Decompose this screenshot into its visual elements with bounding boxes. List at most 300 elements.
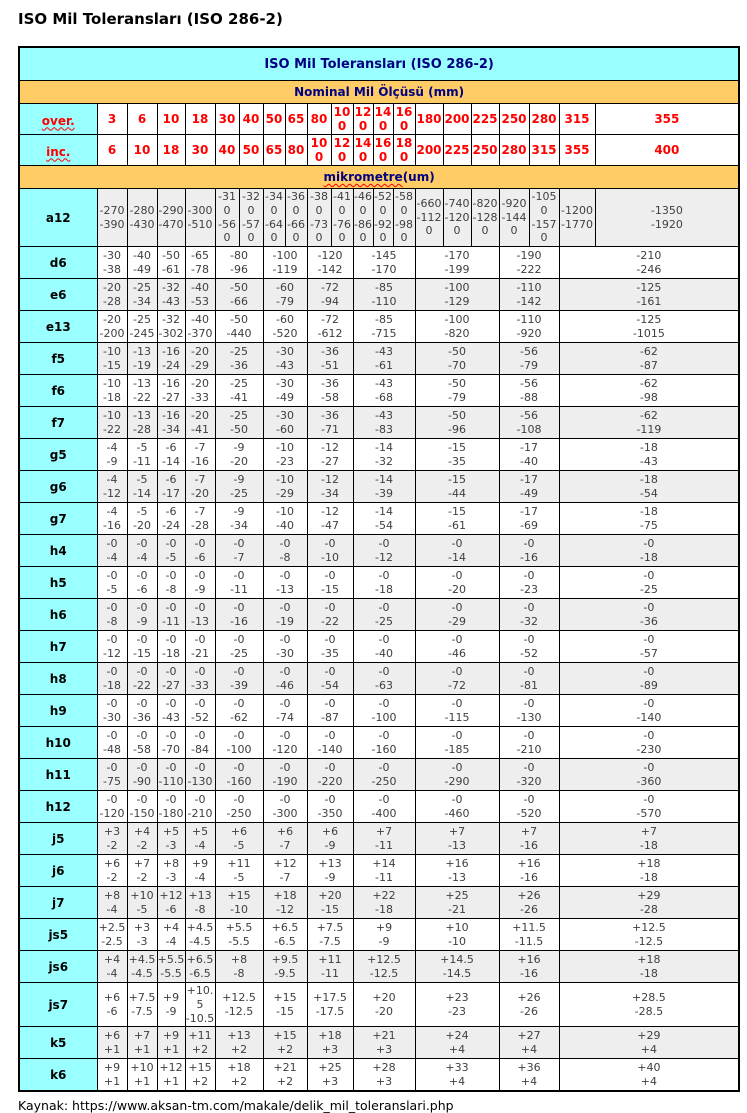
tolerance-cell — [215, 759, 263, 791]
tolerance-cell — [215, 727, 263, 759]
upper-deviation: +12.5 — [222, 990, 256, 1004]
tolerance-cell — [353, 471, 415, 503]
size-over-value: 355 — [595, 104, 739, 135]
lower-deviation: -39 — [375, 486, 393, 500]
tolerance-cell — [157, 951, 185, 983]
upper-deviation: +7 — [133, 1029, 151, 1042]
upper-deviation: -40 — [133, 248, 151, 262]
size-over-value: 315 — [559, 104, 595, 135]
lower-deviation: -34 — [321, 486, 339, 500]
upper-deviation: -520 — [374, 190, 392, 217]
upper-deviation: -50 — [448, 344, 466, 358]
upper-deviation: -0 — [378, 728, 390, 742]
row-label: h4 — [19, 535, 97, 567]
upper-deviation: +7 — [133, 856, 151, 870]
upper-deviation: -0 — [194, 632, 206, 646]
upper-deviation: +25 — [445, 888, 469, 902]
lower-deviation: -69 — [520, 518, 538, 532]
tolerance-cell — [215, 189, 239, 247]
lower-deviation: -24 — [162, 358, 180, 372]
lower-deviation: -17.5 — [315, 1004, 345, 1018]
lower-deviation: -129 — [444, 294, 470, 308]
upper-deviation: -5 — [136, 440, 148, 454]
upper-deviation: -0 — [378, 600, 390, 614]
lower-deviation: -94 — [321, 294, 339, 308]
lower-deviation: -96 — [230, 262, 248, 276]
tolerance-cell — [185, 407, 215, 439]
upper-deviation: -920 — [501, 196, 527, 210]
upper-deviation: -0 — [378, 536, 390, 550]
tolerance-cell — [157, 631, 185, 663]
lower-deviation: -23 — [520, 582, 538, 596]
tolerance-row-e13 — [19, 311, 739, 343]
tolerance-cell — [185, 1027, 215, 1059]
lower-deviation: -12 — [276, 902, 294, 916]
upper-deviation: +15 — [188, 1061, 212, 1074]
upper-deviation: -13 — [133, 376, 151, 390]
upper-deviation: -0 — [106, 600, 118, 614]
tolerance-cell — [215, 823, 263, 855]
lower-deviation: -245 — [129, 326, 155, 340]
lower-deviation: -26 — [520, 1004, 538, 1018]
tolerance-cell — [263, 503, 307, 535]
tolerance-cell — [263, 535, 307, 567]
lower-deviation: -302 — [158, 326, 184, 340]
upper-deviation: -10 — [103, 408, 121, 422]
upper-deviation: +12 — [159, 1061, 183, 1074]
upper-deviation: -80 — [230, 248, 248, 262]
lower-deviation: -58 — [321, 390, 339, 404]
row-label: h11 — [19, 759, 97, 791]
tolerance-cell — [127, 535, 157, 567]
lower-deviation: -47 — [321, 518, 339, 532]
lower-deviation: -62 — [230, 710, 248, 724]
tolerance-cell — [185, 887, 215, 919]
upper-deviation: +4 — [133, 824, 151, 838]
upper-deviation: +18 — [637, 952, 661, 966]
table-title: ISO Mil Toleransları (ISO 286-2) — [19, 47, 739, 81]
tolerance-cell — [415, 823, 499, 855]
lower-deviation: -28.5 — [634, 1004, 664, 1018]
tolerance-cell — [499, 311, 559, 343]
upper-deviation: -0 — [136, 760, 148, 774]
upper-deviation: +7 — [640, 824, 657, 838]
upper-deviation: -1050 — [531, 190, 557, 217]
upper-deviation: -14 — [375, 504, 393, 518]
tolerance-cell — [353, 189, 373, 247]
lower-deviation: -15 — [276, 1004, 294, 1018]
lower-deviation: -510 — [187, 217, 213, 231]
lower-deviation: -2 — [136, 870, 148, 884]
upper-deviation: -0 — [324, 600, 336, 614]
tolerance-cell — [97, 279, 127, 311]
upper-deviation: -30 — [276, 344, 294, 358]
tolerance-cell — [499, 279, 559, 311]
upper-deviation: -0 — [378, 792, 390, 806]
upper-deviation: -100 — [444, 312, 470, 326]
lower-deviation: -23 — [448, 1004, 466, 1018]
lower-deviation: -63 — [375, 678, 393, 692]
upper-deviation: -10 — [276, 504, 294, 518]
tolerance-cell — [157, 503, 185, 535]
tolerance-row-j7 — [19, 887, 739, 919]
row-label: d6 — [19, 247, 97, 279]
size-inc-value: 225 — [443, 135, 471, 166]
tolerance-cell — [353, 599, 415, 631]
lower-deviation: -7.5 — [131, 1004, 153, 1018]
tolerance-cell — [559, 311, 739, 343]
upper-deviation: -12 — [321, 440, 339, 454]
size-over-value: 10 — [157, 104, 185, 135]
upper-deviation: -18 — [639, 504, 658, 518]
size-over-value: 250 — [499, 104, 529, 135]
lower-deviation: -570 — [242, 217, 260, 245]
lower-deviation: -320 — [516, 774, 542, 788]
upper-deviation: +6 — [103, 990, 121, 1004]
lower-deviation: -520 — [272, 326, 298, 340]
lower-deviation: +2 — [230, 1074, 248, 1088]
tolerance-cell — [263, 919, 307, 951]
lower-deviation: -25 — [230, 486, 248, 500]
upper-deviation: -7 — [194, 472, 206, 486]
upper-deviation: -10 — [276, 472, 294, 486]
tolerance-cell — [559, 189, 595, 247]
upper-deviation: -20 — [103, 312, 121, 326]
size-over-value: 50 — [263, 104, 285, 135]
lower-deviation: -90 — [133, 774, 151, 788]
tolerance-cell — [157, 823, 185, 855]
tolerance-cell — [215, 343, 263, 375]
lower-deviation: -4 — [106, 902, 118, 916]
tolerance-cell — [97, 311, 127, 343]
lower-deviation: -9 — [324, 870, 336, 884]
lower-deviation: -11 — [375, 870, 393, 884]
lower-deviation: -33 — [191, 390, 209, 404]
row-label: j7 — [19, 887, 97, 919]
tolerance-cell — [353, 631, 415, 663]
tolerance-cell — [415, 439, 499, 471]
lower-deviation: -190 — [272, 774, 298, 788]
upper-deviation: -0 — [643, 568, 655, 582]
lower-deviation: -61 — [162, 262, 180, 276]
lower-deviation: -250 — [371, 774, 397, 788]
row-label: e13 — [19, 311, 97, 343]
upper-deviation: -0 — [233, 536, 245, 550]
tolerance-cell — [529, 189, 559, 247]
upper-deviation: +3 — [133, 920, 151, 934]
tolerance-cell — [185, 823, 215, 855]
upper-deviation: -0 — [279, 696, 291, 710]
table-title-row — [19, 47, 739, 81]
tolerance-cell — [559, 1027, 739, 1059]
upper-deviation: -0 — [165, 728, 177, 742]
upper-deviation: -20 — [191, 376, 209, 390]
size-inc-value: 200 — [415, 135, 443, 166]
tolerance-cell — [157, 279, 185, 311]
tolerance-cell — [97, 535, 127, 567]
upper-deviation: -0 — [136, 600, 148, 614]
upper-deviation: -72 — [321, 312, 339, 326]
lower-deviation: -98 — [639, 390, 658, 404]
tolerance-cell — [263, 1027, 307, 1059]
lower-deviation: -120 — [99, 806, 125, 820]
lower-deviation: -9 — [106, 454, 118, 468]
tolerance-cell — [215, 1059, 263, 1092]
lower-deviation: -15 — [103, 358, 121, 372]
upper-deviation: -1200 — [561, 203, 593, 217]
upper-deviation: -50 — [230, 312, 248, 326]
lower-deviation: -440 — [226, 326, 252, 340]
lower-deviation: -14 — [162, 454, 180, 468]
tolerance-cell — [307, 727, 353, 759]
upper-deviation: -5 — [136, 472, 148, 486]
over-label-text: over. — [41, 113, 75, 128]
lower-deviation: -140 — [636, 710, 662, 724]
lower-deviation: -18 — [639, 838, 658, 852]
lower-deviation: -25 — [639, 582, 658, 596]
lower-deviation: -22 — [103, 422, 121, 436]
size-over-value: 80 — [307, 104, 331, 135]
lower-deviation: +3 — [375, 1042, 393, 1056]
upper-deviation: -0 — [378, 760, 390, 774]
upper-deviation: +4 — [162, 920, 180, 934]
tolerance-cell — [307, 375, 353, 407]
tolerance-cell — [127, 759, 157, 791]
row-label: g7 — [19, 503, 97, 535]
tolerance-cell — [353, 279, 415, 311]
tolerance-cell — [595, 189, 739, 247]
tolerance-cell — [559, 439, 739, 471]
lower-deviation: -14 — [448, 550, 466, 564]
size-over-value: 65 — [285, 104, 307, 135]
upper-deviation: -0 — [451, 600, 463, 614]
lower-deviation: -29 — [191, 358, 209, 372]
tolerance-cell — [415, 503, 499, 535]
lower-deviation: -22 — [133, 678, 151, 692]
upper-deviation: -32 — [162, 312, 180, 326]
lower-deviation: -23 — [276, 454, 294, 468]
tolerance-cell — [263, 759, 307, 791]
lower-deviation: +1 — [103, 1074, 121, 1088]
lower-deviation: -370 — [187, 326, 213, 340]
tolerance-cell — [185, 791, 215, 823]
upper-deviation: -0 — [106, 568, 118, 582]
row-label: k5 — [19, 1027, 97, 1059]
size-inc-value: 315 — [529, 135, 559, 166]
tolerance-cell — [127, 855, 157, 887]
lower-deviation: -21 — [448, 902, 466, 916]
lower-deviation: -29 — [276, 486, 294, 500]
lower-deviation: -20 — [133, 518, 151, 532]
tolerance-cell — [415, 343, 499, 375]
tolerance-cell — [499, 695, 559, 727]
tolerance-cell — [415, 1059, 499, 1092]
upper-deviation: +11 — [318, 952, 342, 966]
row-label: k6 — [19, 1059, 97, 1092]
upper-deviation: -1350 — [650, 203, 683, 217]
lower-deviation: -1015 — [632, 326, 665, 340]
tolerance-cell — [127, 407, 157, 439]
lower-deviation: -35 — [321, 646, 339, 660]
upper-deviation: -0 — [233, 568, 245, 582]
tolerance-cell — [353, 343, 415, 375]
lower-deviation: -10 — [448, 934, 466, 948]
upper-deviation: +5.5 — [157, 952, 185, 966]
lower-deviation: -39 — [230, 678, 248, 692]
lower-deviation: -20 — [375, 1004, 393, 1018]
tolerance-row-f7 — [19, 407, 739, 439]
tolerance-cell — [499, 343, 559, 375]
tolerance-cell — [185, 279, 215, 311]
lower-deviation: -199 — [444, 262, 470, 276]
upper-deviation: -660 — [416, 196, 442, 210]
upper-deviation: -0 — [324, 568, 336, 582]
upper-deviation: -40 — [191, 312, 209, 326]
upper-deviation: -0 — [378, 664, 390, 678]
tolerance-cell — [307, 343, 353, 375]
row-label: a12 — [19, 189, 97, 247]
tolerance-cell — [157, 663, 185, 695]
upper-deviation: -0 — [643, 632, 655, 646]
upper-deviation: +22 — [372, 888, 396, 902]
tolerance-row-d6 — [19, 247, 739, 279]
tolerance-cell — [353, 407, 415, 439]
tolerance-cell — [185, 599, 215, 631]
upper-deviation: -0 — [165, 664, 177, 678]
upper-deviation: -5 — [136, 504, 148, 518]
row-label: h12 — [19, 791, 97, 823]
upper-deviation: -0 — [643, 728, 655, 742]
upper-deviation: +29 — [637, 888, 661, 902]
size-inc-value: 6 — [97, 135, 127, 166]
lower-deviation: -79 — [276, 294, 294, 308]
lower-deviation: -6.5 — [189, 966, 211, 980]
upper-deviation: -36 — [321, 344, 339, 358]
upper-deviation: -0 — [233, 600, 245, 614]
lower-deviation: -110 — [371, 294, 397, 308]
tolerance-cell — [415, 727, 499, 759]
upper-deviation: -740 — [444, 196, 470, 210]
tolerance-cell — [215, 983, 263, 1027]
tolerance-row-j6 — [19, 855, 739, 887]
lower-deviation: -12.5 — [634, 934, 664, 948]
tolerance-cell — [263, 471, 307, 503]
tolerance-cell — [97, 503, 127, 535]
upper-deviation: +13 — [188, 888, 212, 902]
lower-deviation: -18 — [639, 550, 658, 564]
upper-deviation: -0 — [136, 728, 148, 742]
upper-deviation: -50 — [162, 248, 180, 262]
upper-deviation: +10 — [130, 888, 154, 902]
lower-deviation: -35 — [448, 454, 466, 468]
size-over-value: 160 — [393, 104, 415, 135]
upper-deviation: -0 — [643, 760, 655, 774]
lower-deviation: -1440 — [501, 210, 527, 238]
tolerance-cell — [307, 663, 353, 695]
tolerance-cell — [499, 791, 559, 823]
lower-deviation: -12.5 — [369, 966, 399, 980]
lower-deviation: -730 — [310, 217, 328, 245]
upper-deviation: -125 — [636, 312, 662, 326]
tolerance-cell — [263, 791, 307, 823]
tolerance-cell — [285, 189, 307, 247]
lower-deviation: -27 — [162, 678, 180, 692]
tolerance-row-h5 — [19, 567, 739, 599]
upper-deviation: +20 — [318, 888, 342, 902]
tolerance-cell — [97, 189, 127, 247]
tolerance-cell — [353, 567, 415, 599]
tolerance-cell — [127, 375, 157, 407]
lower-deviation: -1200 — [444, 210, 470, 238]
upper-deviation: +9 — [191, 856, 209, 870]
upper-deviation: -0 — [194, 664, 206, 678]
upper-deviation: +6 — [276, 824, 294, 838]
upper-deviation: +9 — [375, 920, 393, 934]
tolerance-cell — [97, 695, 127, 727]
upper-deviation: -290 — [158, 203, 184, 217]
upper-deviation: -320 — [242, 190, 260, 217]
inc-row — [19, 135, 739, 166]
lower-deviation: -43 — [639, 454, 658, 468]
lower-deviation: -38 — [103, 262, 121, 276]
upper-deviation: -25 — [230, 376, 248, 390]
upper-deviation: -0 — [378, 632, 390, 646]
lower-deviation: -11 — [321, 966, 339, 980]
tolerance-row-js7 — [19, 983, 739, 1027]
row-label: h7 — [19, 631, 97, 663]
tolerance-cell — [415, 919, 499, 951]
tolerance-cell — [157, 759, 185, 791]
tolerance-cell — [499, 439, 559, 471]
tolerance-cell — [559, 951, 739, 983]
lower-deviation: -4 — [194, 838, 206, 852]
lower-deviation: -7 — [279, 838, 291, 852]
upper-deviation: +26 — [517, 888, 541, 902]
upper-deviation: +24 — [445, 1029, 469, 1042]
tolerance-cell — [559, 247, 739, 279]
upper-deviation: +12 — [273, 856, 297, 870]
lower-deviation: -16 — [103, 518, 121, 532]
tolerance-cell — [157, 1059, 185, 1092]
lower-deviation: -83 — [375, 422, 393, 436]
upper-deviation: +6 — [321, 824, 339, 838]
lower-deviation: -142 — [516, 294, 542, 308]
upper-deviation: -43 — [375, 344, 393, 358]
tolerance-cell — [353, 919, 415, 951]
upper-deviation: -145 — [371, 248, 397, 262]
upper-deviation: +9 — [103, 1061, 121, 1074]
upper-deviation: +6.5 — [271, 920, 299, 934]
lower-deviation: -185 — [444, 742, 470, 756]
size-inc-value: 140 — [354, 136, 372, 164]
upper-deviation: -25 — [133, 280, 151, 294]
upper-deviation: -6 — [165, 504, 177, 518]
tolerance-cell — [97, 247, 127, 279]
upper-deviation: -50 — [230, 280, 248, 294]
row-label: j5 — [19, 823, 97, 855]
tolerance-cell — [97, 823, 127, 855]
size-over-value: 225 — [471, 104, 499, 135]
lower-deviation: -12 — [375, 550, 393, 564]
tolerance-cell — [97, 919, 127, 951]
tolerance-cell — [215, 919, 263, 951]
lower-deviation: -10 — [230, 902, 248, 916]
size-inc-value: 40 — [215, 135, 239, 166]
upper-deviation: -0 — [451, 664, 463, 678]
tolerance-cell — [559, 279, 739, 311]
tolerance-cell — [127, 951, 157, 983]
lower-deviation: -52 — [520, 646, 538, 660]
